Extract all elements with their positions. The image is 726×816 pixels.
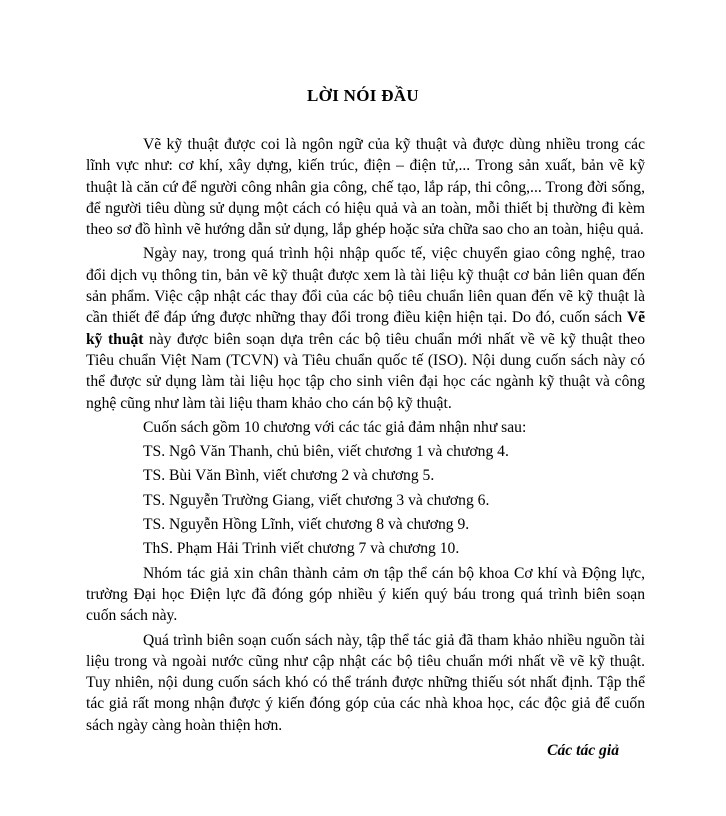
author-item-1: TS. Ngô Văn Thanh, chủ biên, viết chương 1 và chương 4.	[143, 443, 509, 461]
closing-paragraph: Quá trình biên soạn cuốn sách này, tập thể tác giả đã tham khảo nhiều nguồn tài liệu trong và ngoài nước cũng như cập nhật các bộ tiêu chuẩn mới nhất về vẽ kỹ thuật. Tuy nhiên, nội dung cuốn sách khó có thể tránh được những thiếu sót nhất định. Tập thể tác giả rất mong nhận được ý kiến đóng góp của các nhà khoa học, các độc giả để cuốn sách ngày càng hoàn thiện hơn.	[86, 631, 645, 734]
author-item-3: TS. Nguyễn Trường Giang, viết chương 3 và chương 6.	[143, 491, 490, 509]
acknowledgment-paragraph: Nhóm tác giả xin chân thành cảm ơn tập thể cán bộ khoa Cơ khí và Động lực, trường Đại học Điện lực đã đóng góp nhiều ý kiến quý báu trong quá trình biên soạn cuốn sách này.	[86, 564, 645, 625]
author-list	[86, 441, 645, 559]
preface-paragraph-1: Vẽ kỹ thuật được coi là ngôn ngữ của kỹ thuật và được dùng nhiều trong các lĩnh vực như: cơ khí, xây dựng, kiến trúc, điện – điện tử,... Trong sản xuất, bản vẽ kỹ thuật là căn cứ để người công nhân gia công, chế tạo, lắp ráp, thi công,... Trong đời sống, để người tiêu dùng sử dụng một cách có hiệu quả và an toàn, mỗi thiết bị thường đi kèm theo sơ đồ hình vẽ hướng dẫn sử dụng, lắp ghép hoặc sửa chữa sao cho an toàn, hiệu quả.	[86, 136, 645, 239]
book-title-inline: Vẽ kỹ thuật	[86, 309, 645, 348]
page-title: LỜI NÓI ĐẦU	[307, 86, 419, 105]
preface-paragraph-2	[86, 243, 645, 413]
author-item-5: ThS. Phạm Hải Trinh viết chương 7 và chương 10.	[143, 540, 460, 558]
document-body	[0, 134, 726, 761]
preface-paragraph-2-text-after: này được biên soạn dựa trên các bộ tiêu chuẩn mới nhất về vẽ kỹ thuật theo Tiêu chuẩn Việt Nam (TCVN) và Tiêu chuẩn quốc tế (ISO). Nội dung cuốn sách này có thể được sử dụng làm tài liệu học tập cho sinh viên đại học các ngành kỹ thuật và công nghệ cũng như làm tài liệu tham khảo cho cán bộ kỹ thuật.	[86, 330, 645, 412]
signature-authors: Các tác giả	[547, 742, 619, 760]
author-item-4: TS. Nguyễn Hồng Lĩnh, viết chương 8 và chương 9.	[143, 516, 470, 534]
preface-paragraph-2-text-before: Ngày nay, trong quá trình hội nhập quốc tế, việc chuyển giao công nghệ, trao đổi dịch vụ thông tin, bản vẽ kỹ thuật được xem là tài liệu kỹ thuật cơ bản liên quan đến sản phẩm. Việc cập nhật các thay đổi của các bộ tiêu chuẩn liên quan đến vẽ kỹ thuật là cần thiết để đáp ứng được những thay đổi trong điều kiện hiện tại. Do đó, cuốn sách	[86, 245, 645, 327]
author-item-2: TS. Bùi Văn Bình, viết chương 2 và chương 5.	[143, 467, 435, 485]
chapter-intro-line: Cuốn sách gồm 10 chương với các tác giả đảm nhận như sau:	[143, 418, 527, 436]
